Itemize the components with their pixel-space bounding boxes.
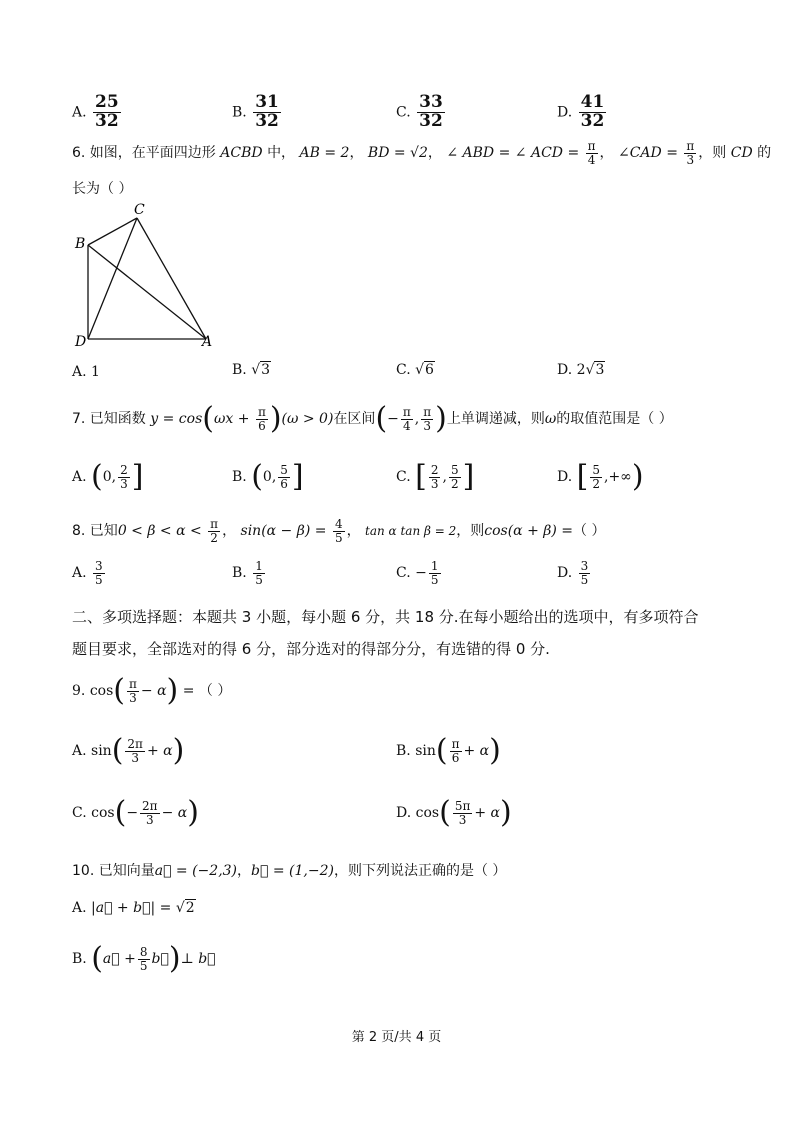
numerator: π bbox=[587, 139, 596, 153]
paren: ( bbox=[251, 459, 263, 494]
paren: ( bbox=[111, 733, 124, 768]
numerator: 5 bbox=[280, 462, 288, 477]
question-text: 8. 已知 bbox=[72, 523, 118, 540]
numerator: 8 bbox=[139, 944, 148, 959]
q7-option-a bbox=[72, 459, 144, 494]
option-label: C. bbox=[396, 565, 411, 582]
denominator: 2 bbox=[450, 476, 459, 491]
fraction bbox=[429, 464, 441, 490]
denominator: 2 bbox=[592, 476, 600, 491]
segment-ba bbox=[88, 245, 206, 339]
math-text: 0, bbox=[102, 469, 117, 485]
math-text: − bbox=[387, 411, 399, 427]
bracket: [ bbox=[576, 459, 589, 494]
option-label: D. bbox=[557, 104, 573, 121]
bracket: [ bbox=[415, 459, 427, 494]
q5-option-a bbox=[72, 94, 123, 131]
denominator: 5 bbox=[430, 572, 439, 587]
sqrt: √2 bbox=[175, 900, 195, 916]
q9-option-a bbox=[72, 733, 185, 768]
q8-option-d bbox=[557, 560, 592, 586]
q5-option-d bbox=[557, 94, 608, 131]
q9-option-c bbox=[72, 795, 199, 830]
option-label: A. bbox=[72, 469, 87, 485]
fraction bbox=[93, 94, 121, 131]
paren: ) bbox=[489, 733, 501, 768]
question-text: 10. 已知向量 bbox=[72, 863, 155, 879]
math-text: a⃗ = (−2,3) bbox=[154, 863, 238, 879]
math-text: |a⃗ + b⃗| = bbox=[91, 900, 172, 916]
q8-option-c bbox=[396, 560, 443, 586]
denominator: 3 bbox=[430, 476, 439, 491]
question-text: ，则 bbox=[456, 523, 485, 540]
numerator: 3 bbox=[95, 559, 103, 573]
option-label: B. bbox=[72, 951, 87, 967]
question-text: 中， bbox=[267, 145, 296, 162]
option-label: A. bbox=[72, 565, 87, 582]
denominator: 32 bbox=[419, 110, 443, 131]
math-text: + α bbox=[463, 743, 490, 759]
math-text: CD bbox=[730, 145, 753, 162]
question-text: ，则 bbox=[698, 145, 727, 162]
option-label: A. bbox=[72, 104, 87, 121]
paren: ) bbox=[500, 795, 512, 830]
fraction bbox=[449, 464, 461, 490]
math-text: cos bbox=[89, 683, 114, 699]
fraction bbox=[453, 800, 473, 826]
option-label: B. bbox=[232, 362, 247, 378]
math-text: sin bbox=[415, 743, 436, 759]
q5-option-c bbox=[396, 94, 447, 131]
option-label: D. bbox=[557, 565, 573, 582]
fraction bbox=[125, 738, 145, 764]
paren: ) bbox=[435, 401, 447, 436]
question-text: 上单调递减，则 bbox=[446, 411, 545, 427]
punct: ， bbox=[599, 145, 614, 162]
denominator: 5 bbox=[139, 958, 148, 973]
fraction bbox=[579, 560, 591, 586]
paren: ( bbox=[113, 673, 125, 708]
denominator: 5 bbox=[334, 530, 343, 545]
math-text: ∠CAD = bbox=[617, 145, 678, 162]
denominator: 32 bbox=[95, 110, 119, 131]
q7-option-b bbox=[232, 459, 304, 494]
quadrilateral-figure bbox=[70, 198, 220, 350]
math-text: sin(α − β) = bbox=[240, 523, 327, 540]
math-text: b⃗ bbox=[151, 951, 169, 967]
q7-option-c: C. [ $\frac{2}{3}$ , $\frac{5}{2}$ ] bbox=[396, 459, 475, 494]
math-text: a⃗ + bbox=[102, 951, 136, 967]
question-text: = （ ） bbox=[182, 683, 232, 699]
paren: ( bbox=[375, 401, 388, 436]
fraction bbox=[138, 946, 150, 972]
question-number: 9. bbox=[72, 683, 86, 699]
question-text: （ ） bbox=[573, 523, 606, 540]
numerator: 1 bbox=[255, 559, 263, 573]
sign: − bbox=[126, 805, 139, 821]
q7-option-d bbox=[557, 459, 644, 494]
label-b: B bbox=[75, 236, 86, 252]
numerator: π bbox=[210, 517, 219, 531]
numerator: π bbox=[257, 404, 266, 419]
denominator: 3 bbox=[120, 476, 128, 491]
numerator: π bbox=[402, 404, 411, 419]
math-text: − α bbox=[140, 683, 167, 699]
q6-stem bbox=[72, 140, 771, 166]
fraction bbox=[417, 94, 445, 131]
math-text: ω bbox=[544, 411, 557, 427]
paren: ( bbox=[91, 459, 103, 494]
fraction bbox=[256, 406, 268, 432]
fraction bbox=[127, 678, 139, 704]
denominator: 3 bbox=[458, 812, 467, 827]
numerator: 2 bbox=[120, 462, 128, 477]
fraction bbox=[429, 560, 441, 586]
q10-option-a bbox=[72, 900, 196, 916]
q5-option-b bbox=[232, 94, 283, 131]
q6-option-c bbox=[396, 362, 435, 378]
question-text: 7. 已知函数 bbox=[72, 411, 146, 427]
denominator: 3 bbox=[145, 812, 154, 827]
math-text: ⊥ b⃗ bbox=[180, 951, 216, 967]
fraction bbox=[93, 560, 105, 586]
option-label: B. bbox=[396, 743, 411, 759]
math-text: cos(α + β) = bbox=[484, 523, 573, 540]
paren: ) bbox=[172, 733, 185, 768]
denominator: 6 bbox=[451, 750, 460, 765]
q8-stem: 8. 已知0 < β < α < $\frac{\pi}{2}$ ， sin(α − β) = $\frac{4}{5}$ ， tan α tan β = 2，则cos(α + β) =（ ） bbox=[72, 517, 606, 545]
denominator: 3 bbox=[686, 152, 695, 167]
denominator: 3 bbox=[129, 690, 137, 705]
math-text: AB = 2 bbox=[299, 145, 350, 162]
denominator: 4 bbox=[587, 152, 596, 167]
label-a: A bbox=[202, 334, 213, 350]
denominator: 6 bbox=[280, 476, 288, 491]
numerator: 31 bbox=[255, 92, 279, 112]
fraction bbox=[684, 140, 696, 166]
paren: ) bbox=[187, 795, 199, 830]
option-label: A. bbox=[72, 743, 87, 759]
q7-stem: 7. 已知函数 y = cos(ωx + $\frac{\pi}{6}$ )(ω > 0)在区间(− $\frac{\pi}{4}$ , $\frac{\pi}{3}$ )上单调递减，则ω的取值范围是（ ） bbox=[72, 401, 673, 436]
numerator: 2 bbox=[430, 462, 439, 477]
option-label: B. bbox=[232, 469, 247, 485]
q6-option-d bbox=[557, 362, 605, 378]
section-heading-line1: 二、多项选择题：本题共 3 小题，每小题 6 分，共 18 分.在每小题给出的选项中，有多项符合 bbox=[72, 608, 699, 626]
numerator: 1 bbox=[430, 559, 439, 573]
fraction bbox=[278, 464, 290, 490]
fraction bbox=[401, 406, 413, 432]
fraction bbox=[333, 518, 345, 544]
fraction bbox=[253, 94, 281, 131]
option-label: D. bbox=[396, 805, 412, 821]
paren: ) bbox=[166, 673, 179, 708]
question-text: 在区间 bbox=[333, 411, 376, 427]
option-label: C. bbox=[396, 469, 411, 485]
numerator: 41 bbox=[580, 92, 605, 112]
bracket: ] bbox=[291, 459, 304, 494]
segment-bc bbox=[88, 218, 137, 245]
paren: ) bbox=[269, 401, 282, 436]
paren: ( bbox=[439, 795, 451, 830]
option-label: A. bbox=[72, 900, 87, 916]
numerator: 5π bbox=[454, 798, 471, 813]
section-heading-line2: 题目要求，全部选对的得 6 分，部分选对的得部分分，有选错的得 0 分. bbox=[72, 640, 550, 658]
paren: ) bbox=[168, 941, 181, 976]
bracket: ] bbox=[462, 459, 475, 494]
denominator: 6 bbox=[258, 418, 266, 433]
math-text: cos bbox=[415, 805, 440, 821]
option-label: B. bbox=[232, 565, 247, 582]
numerator: 25 bbox=[95, 92, 119, 112]
math-text: tan α tan β = 2 bbox=[365, 524, 457, 539]
math-text: + α bbox=[146, 743, 173, 759]
q6-stem-line2: 长为（ ） bbox=[72, 181, 133, 197]
math-text: ωx + bbox=[213, 411, 250, 427]
q6-option-b bbox=[232, 362, 271, 378]
question-text: 6. 如图，在平面四边形 bbox=[72, 145, 216, 162]
numerator: π bbox=[423, 404, 432, 419]
q8-option-a bbox=[72, 560, 107, 586]
radicand: 6 bbox=[425, 362, 434, 378]
fraction bbox=[586, 140, 598, 166]
denominator: 32 bbox=[255, 110, 279, 131]
denominator: 2 bbox=[210, 530, 218, 545]
denominator: 3 bbox=[131, 750, 139, 765]
denominator: 5 bbox=[255, 572, 263, 587]
fraction bbox=[579, 94, 607, 131]
sqrt: √3 bbox=[585, 362, 605, 378]
q6-option-a: A. 1 bbox=[72, 364, 100, 380]
fraction bbox=[450, 738, 462, 764]
math-text: sin bbox=[91, 743, 112, 759]
fraction bbox=[253, 560, 265, 586]
paren: ( bbox=[202, 401, 214, 436]
math-text: ACBD bbox=[220, 145, 263, 162]
question-text: 的 bbox=[757, 145, 772, 162]
math-text: ∠ ABD = ∠ ACD = bbox=[446, 145, 580, 162]
sqrt: √6 bbox=[415, 362, 434, 378]
label-c: C bbox=[134, 202, 145, 218]
q10-option-b bbox=[72, 941, 216, 976]
math-text: (ω > 0) bbox=[281, 411, 334, 427]
option-label: C. bbox=[396, 104, 411, 121]
denominator: 4 bbox=[403, 418, 411, 433]
coefficient: 2 bbox=[576, 362, 586, 378]
question-text: ，则下列说法正确的是（ ） bbox=[333, 863, 507, 879]
option-label: B. bbox=[232, 104, 247, 121]
paren: ) bbox=[631, 459, 644, 494]
math-text: − α bbox=[161, 805, 188, 821]
punct: ， bbox=[237, 863, 252, 879]
fraction bbox=[208, 518, 220, 544]
sign: − bbox=[415, 565, 427, 582]
paren: ( bbox=[114, 795, 127, 830]
radicand: 3 bbox=[595, 362, 605, 378]
fraction bbox=[140, 800, 160, 826]
segment-ca bbox=[137, 218, 206, 339]
numerator: π bbox=[686, 139, 695, 153]
numerator: 2π bbox=[142, 798, 158, 813]
option-label: D. bbox=[557, 469, 573, 485]
numerator: π bbox=[451, 736, 460, 751]
q9-option-b bbox=[396, 733, 501, 768]
label-d: D bbox=[75, 334, 87, 350]
math-text: BD = √2 bbox=[367, 145, 428, 162]
math-text: 0 < β < α < bbox=[117, 523, 202, 540]
numerator: 5 bbox=[450, 462, 459, 477]
q10-stem bbox=[72, 860, 506, 880]
math-text: 0, bbox=[262, 469, 277, 485]
paren: ( bbox=[91, 941, 103, 976]
denominator: 5 bbox=[580, 572, 589, 587]
numerator: 33 bbox=[419, 92, 443, 112]
math-text: y = cos bbox=[150, 411, 203, 427]
denominator: 3 bbox=[423, 418, 431, 433]
q9-stem bbox=[72, 673, 232, 708]
q9-option-d bbox=[396, 795, 512, 830]
numerator: 2π bbox=[127, 736, 143, 751]
option-label: C. bbox=[396, 362, 411, 378]
bracket: ] bbox=[131, 459, 144, 494]
paren: ( bbox=[435, 733, 448, 768]
numerator: 5 bbox=[592, 462, 600, 477]
radicand: 2 bbox=[185, 900, 195, 916]
numerator: 4 bbox=[334, 517, 343, 531]
fraction bbox=[118, 464, 130, 490]
question-text: 的取值范围是（ ） bbox=[556, 411, 673, 427]
sqrt: √3 bbox=[251, 362, 271, 378]
denominator: 32 bbox=[580, 110, 605, 131]
math-text: cos bbox=[91, 805, 115, 821]
math-text: + α bbox=[474, 805, 500, 821]
q8-option-b bbox=[232, 560, 267, 586]
radicand: 3 bbox=[261, 362, 271, 378]
punct: ， bbox=[349, 145, 364, 162]
numerator: 3 bbox=[580, 559, 589, 573]
option-label: C. bbox=[72, 805, 87, 821]
page-footer: 第 2 页/共 4 页 bbox=[351, 1030, 442, 1045]
denominator: 5 bbox=[95, 572, 103, 587]
fraction bbox=[421, 406, 433, 432]
math-text: ,+∞ bbox=[604, 469, 632, 485]
option-label: D. bbox=[557, 362, 573, 378]
numerator: π bbox=[129, 676, 137, 691]
punct: ， bbox=[427, 145, 442, 162]
math-text: b⃗ = (1,−2) bbox=[251, 863, 334, 879]
fraction bbox=[590, 464, 602, 490]
